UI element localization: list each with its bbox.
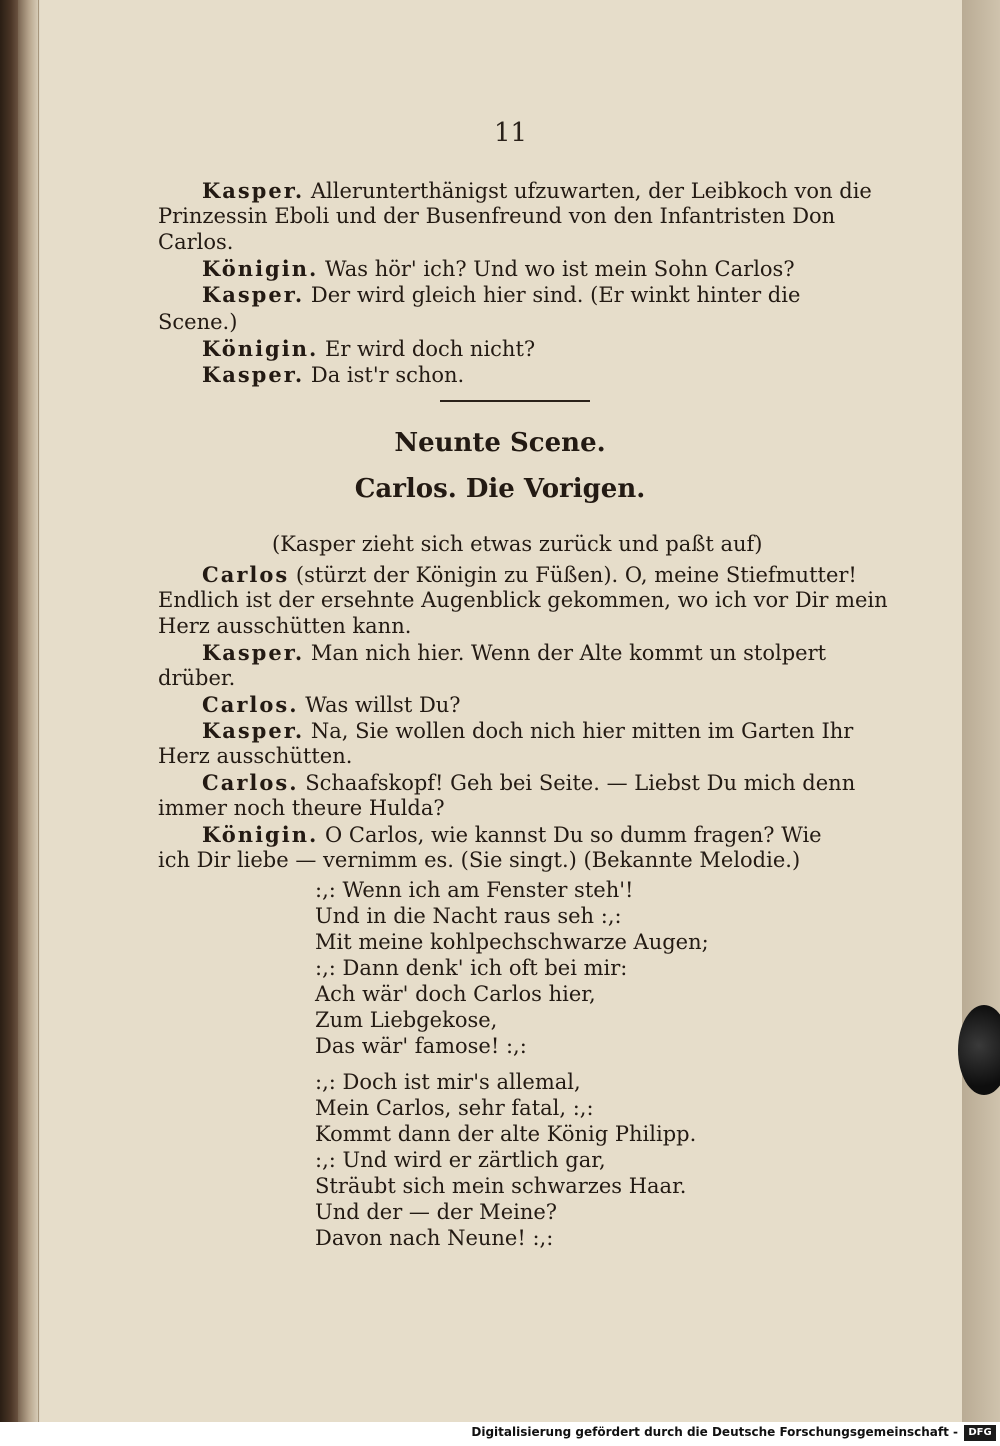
verse-line: Sträubt sich mein schwarzes Haar. xyxy=(315,1174,687,1198)
speaker: Kasper. xyxy=(202,362,305,387)
line-text: Endlich ist der ersehnte Augenblick gekommen, wo ich vor Dir mein xyxy=(158,588,888,612)
dialogue-line xyxy=(158,848,888,872)
dialogue-line xyxy=(158,336,888,361)
speaker: Carlos. xyxy=(202,770,299,795)
dialogue-line xyxy=(158,640,888,665)
dialogue-line xyxy=(158,256,888,281)
dialogue-line xyxy=(158,362,888,387)
dialogue-line xyxy=(158,718,888,743)
dialogue-line xyxy=(158,614,888,638)
dialogue-line xyxy=(158,796,888,820)
line-text: Allerunterthänigst ufzuwarten, der Leibkoch von die xyxy=(310,179,872,203)
speaker: Carlos. xyxy=(202,692,299,717)
speaker: Königin. xyxy=(202,256,319,281)
line-text: Da ist'r schon. xyxy=(310,363,465,387)
footer-bar xyxy=(0,1422,1000,1446)
dialogue-line xyxy=(158,692,888,717)
speaker: Kasper. xyxy=(202,640,305,665)
speaker: Carlos xyxy=(202,562,290,587)
line-text: Man nich hier. Wenn der Alte kommt un stolpert xyxy=(310,641,827,665)
verse-line: Kommt dann der alte König Philipp. xyxy=(315,1122,697,1146)
page-edge-right xyxy=(962,0,1000,1422)
verse-line: Davon nach Neune! :,: xyxy=(315,1226,554,1250)
line-text: Herz ausschütten kann. xyxy=(158,614,412,638)
dialogue-line xyxy=(158,282,888,307)
verse-line: Und in die Nacht raus seh :,: xyxy=(315,904,622,928)
dialogue-line xyxy=(158,588,888,612)
scene-title: Neunte Scene. xyxy=(394,428,606,458)
dialogue-line xyxy=(158,230,888,254)
page-number: 11 xyxy=(494,118,528,148)
speaker: Königin. xyxy=(202,336,319,361)
dialogue-line xyxy=(158,666,888,690)
line-text: ich Dir liebe — vernimm es. (Sie singt.) (Bekannte Melodie.) xyxy=(158,848,801,872)
dialogue-line xyxy=(158,204,888,228)
line-text: Er wird doch nicht? xyxy=(324,337,536,361)
verse-line: Zum Liebgekose, xyxy=(315,1008,498,1032)
page-edge-left xyxy=(18,0,39,1422)
dialogue-line xyxy=(158,562,888,587)
section-rule xyxy=(440,400,590,402)
verse-line: Mein Carlos, sehr fatal, :,: xyxy=(315,1096,594,1120)
line-text: Carlos. xyxy=(158,230,234,254)
verse-line: Das wär' famose! :,: xyxy=(315,1034,527,1058)
line-text: Schaafskopf! Geh bei Seite. — Liebst Du mich denn xyxy=(305,771,856,795)
line-text: Prinzessin Eboli und der Busenfreund von den Infantristen Don xyxy=(158,204,836,228)
dialogue-line xyxy=(158,310,888,334)
line-text: Was willst Du? xyxy=(305,693,461,717)
dialogue-line xyxy=(158,770,888,795)
line-text: O Carlos, wie kannst Du so dumm fragen? Wie xyxy=(324,823,822,847)
speaker: Königin. xyxy=(202,822,319,847)
line-text: Der wird gleich hier sind. (Er winkt hinter die xyxy=(310,283,801,307)
dialogue-line xyxy=(158,178,888,203)
line-text: Was hör' ich? Und wo ist mein Sohn Carlos? xyxy=(324,257,795,281)
line-text: (stürzt der Königin zu Füßen). O, meine Stiefmutter! xyxy=(295,563,857,587)
line-text: Na, Sie wollen doch nich hier mitten im Garten Ihr xyxy=(310,719,854,743)
line-text: Scene.) xyxy=(158,310,238,334)
footer-credit: Digitalisierung gefördert durch die Deutsche Forschungsgemeinschaft - xyxy=(471,1425,958,1439)
line-text: Herz ausschütten. xyxy=(158,744,353,768)
line-text: immer noch theure Hulda? xyxy=(158,796,445,820)
verse-line: :,: Und wird er zärtlich gar, xyxy=(315,1148,606,1172)
verse-line: :,: Dann denk' ich oft bei mir: xyxy=(315,956,628,980)
scene-cast: Carlos. Die Vorigen. xyxy=(354,474,646,504)
binding-shadow xyxy=(0,0,18,1422)
dfg-logo: DFG xyxy=(964,1425,996,1441)
speaker: Kasper. xyxy=(202,718,305,743)
verse-line: Und der — der Meine? xyxy=(315,1200,558,1224)
verse-line: :,: Wenn ich am Fenster steh'! xyxy=(315,878,634,902)
dialogue-line xyxy=(158,744,888,768)
verse-line: Ach wär' doch Carlos hier, xyxy=(315,982,596,1006)
line-text: drüber. xyxy=(158,666,236,690)
speaker: Kasper. xyxy=(202,178,305,203)
dialogue-line xyxy=(158,822,888,847)
verse-line: Mit meine kohlpechschwarze Augen; xyxy=(315,930,709,954)
stage-direction: (Kasper zieht sich etwas zurück und paßt auf) xyxy=(272,532,763,556)
speaker: Kasper. xyxy=(202,282,305,307)
verse-line: :,: Doch ist mir's allemal, xyxy=(315,1070,581,1094)
